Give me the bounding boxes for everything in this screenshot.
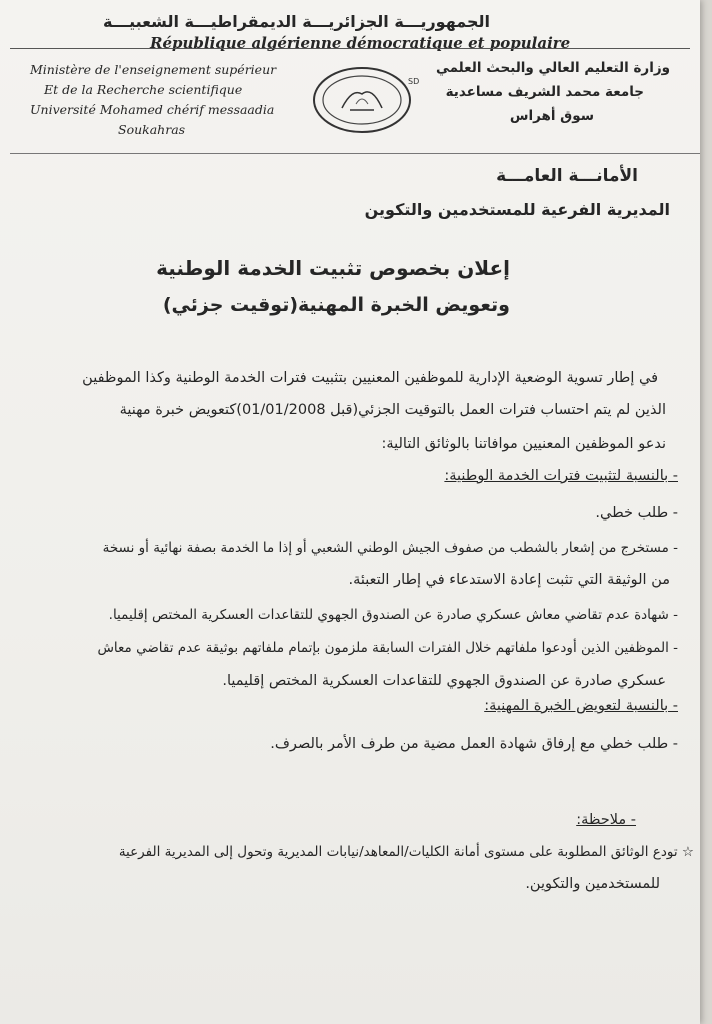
ministry-fr: Ministère de l'enseignement supérieur (30, 62, 277, 77)
note-line-1: ☆ تودع الوثائق المطلوبة على مستوى أمانة الكليات/المعاهد/نيابات المديرية وتحول إلى المديرية الفرعية (118, 844, 694, 860)
announcement-title: إعلان بخصوص تثبيت الخدمة الوطنية (156, 256, 510, 280)
notes-heading: - ملاحظة: (576, 812, 636, 828)
svg-text:SD: SD (408, 77, 420, 86)
research-fr: Et de la Recherche scientifique (44, 82, 243, 97)
announcement-subtitle: وتعويض الخبرة المهنية(توقيت جزئي) (162, 294, 510, 316)
note-line-2: للمستخدمين والتكوين. (525, 876, 660, 892)
republic-title-ar: الجمهوريـــة الجزائريـــة الديمقراطيـــة الشعبيـــة (102, 12, 490, 31)
secretariat-title: الأمانـــة العامـــة (496, 166, 638, 186)
item-previous-files-line-2: عسكري صادرة عن الصندوق الجهوي للتقاعدات العسكرية المختص إقليميا. (222, 673, 666, 689)
university-seal (312, 64, 420, 136)
item-discharge-extract-line-1: - مستخرج من إشعار بالشطب من صفوف الجيش الوطني الشعبي أو إذا ما الخدمة بصفة نهائية أو نسخة (102, 540, 678, 556)
header-bottom-divider (10, 153, 700, 154)
item-work-certificate: - طلب خطي مع إرفاق شهادة العمل مضية من طرف الأمر بالصرف. (270, 736, 678, 752)
intro-line-2: الذين لم يتم احتساب فترات العمل بالتوقيت الجزئي(قبل 01/01/2008)كتعويض خبرة مهنية (119, 402, 666, 418)
intro-line-1: في إطار تسوية الوضعية الإدارية للموظفين المعنيين بتثبيت فترات الخدمة الوطنية وكذا الموظفين (82, 370, 658, 386)
item-written-request: - طلب خطي. (595, 505, 678, 521)
sub-directorate-title: المديرية الفرعية للمستخدمين والتكوين (364, 200, 670, 219)
ministry-ar: وزارة التعليم العالي والبحث العلمي (435, 60, 670, 76)
intro-line-3: ندعو الموظفين المعنيين موافاتنا بالوثائق التالية: (381, 436, 666, 452)
item-discharge-extract-line-2: من الوثيقة التي تثبت إعادة الاستدعاء في إطار التعبئة. (348, 572, 670, 588)
university-ar: جامعة محمد الشريف مساعدية (445, 84, 644, 100)
university-fr: Université Mohamed chérif messaadia (30, 102, 275, 117)
city-ar: سوق أهراس (509, 108, 594, 124)
city-fr: Soukahras (118, 122, 186, 137)
section-professional-experience-heading: - بالنسبة لتعويض الخبرة المهنية: (484, 698, 678, 714)
header-divider (10, 48, 690, 49)
item-no-pension-certificate: - شهادة عدم تقاضي معاش عسكري صادرة عن الصندوق الجهوي للتقاعدات العسكرية المختص إقليميا. (108, 607, 678, 623)
item-previous-files-line-1: - الموظفين الذين أودعوا ملفاتهم خلال الفترات السابقة ملزمون بإتمام ملفاتهم بوثيقة عدم تقاضي معاش (97, 640, 678, 656)
republic-title-fr: République algérienne démocratique et populaire (150, 34, 571, 52)
section-national-service-heading: - بالنسبة لتثبيت فترات الخدمة الوطنية: (444, 468, 678, 484)
